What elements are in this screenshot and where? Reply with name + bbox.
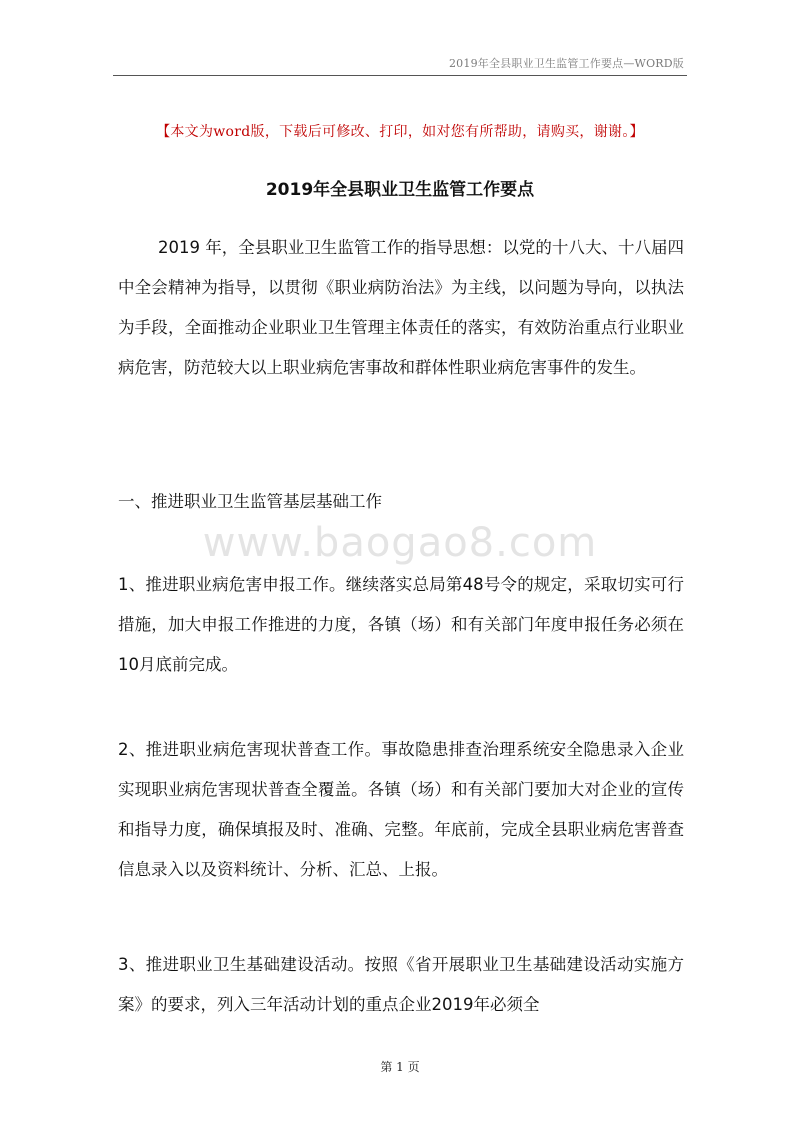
download-notice: 【本文为word版，下载后可修改、打印，如对您有所帮助，请购买，谢谢。】 (156, 124, 644, 140)
header-rule (113, 75, 687, 76)
item-paragraph-2: 2、推进职业病危害现状普查工作。事故隐患排查治理系统安全隐患录入企业实现职业病危害现状普查全覆盖。各镇（场）和有关部门要加大对企业的宣传和指导力度，确保填报及时、准确、完整。年底前，完成全县职业病危害普查信息录入以及资料统计、分析、汇总、上报。 (118, 740, 684, 879)
intro-paragraph: 2019 年，全县职业卫生监管工作的指导思想：以党的十八大、十八届四中全会精神为指导，以贯彻《职业病防治法》为主线，以问题为导向，以执法为手段，全面推动企业职业卫生管理主体责任的落实，有效防治重点行业职业病危害，防范较大以上职业病危害事故和群体性职业病危害事件的发生。 (118, 238, 684, 377)
running-header: 2019年全县职业卫生监管工作要点—WORD版 (448, 57, 684, 70)
item-paragraph-1: 1、推进职业病危害申报工作。继续落实总局第48号令的规定，采取切实可行措施，加大申报工作推进的力度，各镇（场）和有关部门年度申报任务必须在10月底前完成。 (118, 575, 684, 674)
item-paragraph-3: 3、推进职业卫生基础建设活动。按照《省开展职业卫生基础建设活动实施方案》的要求，列入三年活动计划的重点企业2019年必须全 (118, 955, 684, 1014)
section-heading: 一、推进职业卫生监管基层基础工作 (118, 492, 382, 511)
document-title: 2019年全县职业卫生监管工作要点 (265, 180, 535, 200)
watermark-text: www.baogao8.com (202, 520, 598, 566)
page-number: 第 1 页 (380, 1060, 420, 1074)
